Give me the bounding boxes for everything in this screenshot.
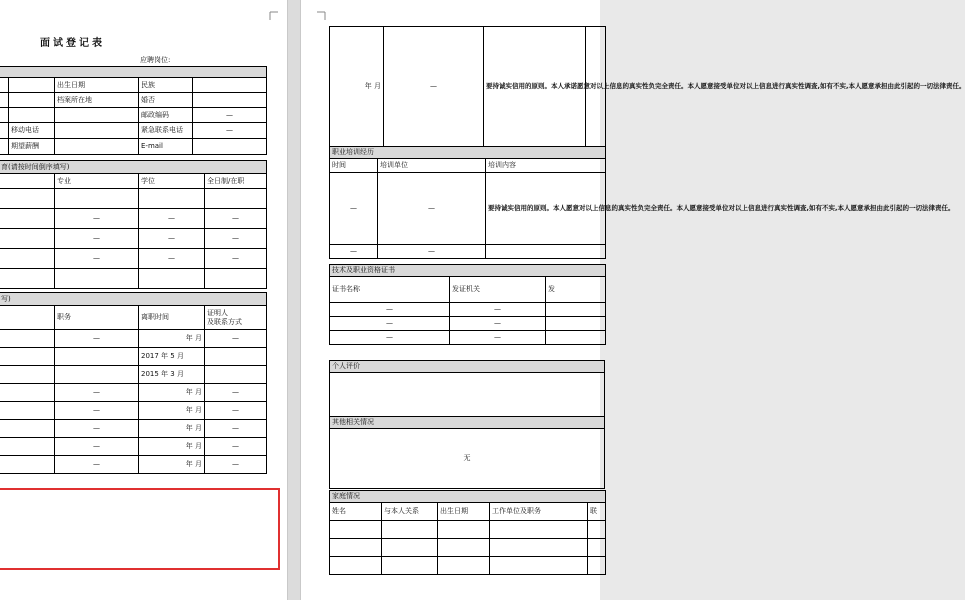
work-cell: —	[205, 420, 267, 438]
date-cell: 年 月	[330, 27, 384, 147]
edu-cell: —	[205, 229, 267, 249]
mobile-label: 移动电话	[9, 123, 55, 139]
work-cell	[205, 348, 267, 366]
birth-date-label: 出生日期	[55, 78, 139, 93]
cert-cell: —	[330, 303, 450, 317]
work-cell: —	[205, 402, 267, 420]
other-info-table	[329, 416, 605, 489]
training-dash: —	[330, 245, 378, 259]
family-header-employer: 工作单位及职务	[490, 503, 588, 521]
education-table	[0, 160, 267, 289]
cert-cell: —	[330, 317, 450, 331]
work-cell: —	[55, 420, 139, 438]
work-cell	[205, 366, 267, 384]
work-cell: —	[205, 330, 267, 348]
other-value: 无	[330, 429, 605, 489]
work-cell	[55, 348, 139, 366]
page-gutter	[288, 0, 300, 600]
cert-header-name: 证书名称	[330, 277, 450, 303]
emergency-dash: —	[193, 123, 267, 139]
work-date: 年 月	[139, 402, 205, 420]
training-section-header: 职业培训经历	[330, 147, 606, 159]
personal-info-table	[0, 66, 267, 155]
ethnicity-label: 民族	[139, 78, 193, 93]
postal-code-label: 邮政编码	[139, 108, 193, 123]
work-cell: —	[55, 456, 139, 474]
other-section-header: 其他相关情况	[330, 417, 605, 429]
work-cell: —	[55, 438, 139, 456]
work-section-header: 写)	[0, 293, 267, 306]
hukou-label: 档案所在地	[55, 93, 139, 108]
selection-highlight-box	[0, 488, 280, 570]
cert-cell: —	[450, 331, 546, 345]
family-header-relation: 与本人关系	[382, 503, 438, 521]
cert-header-partial: 发	[546, 277, 606, 303]
declaration-text: 要持诚实信用的原则。本人承诺愿意对以上信息的真实性负完全责任。本人愿意接受单位对以上信息进行真实性调查,如有不实,本人愿意承担由此引起的一切法律责任。	[484, 27, 586, 147]
family-section-header: 家庭情况	[330, 491, 606, 503]
salary-label: 期望薪酬	[9, 139, 55, 155]
work-date: 年 月	[139, 456, 205, 474]
edu-cell: —	[55, 249, 139, 269]
work-date: 年 月	[139, 420, 205, 438]
certificates-table	[329, 264, 606, 345]
certs-section-header: 技术及职业资格证书	[330, 265, 606, 277]
cert-header-authority: 发证机关	[450, 277, 546, 303]
edu-cell: —	[139, 209, 205, 229]
family-header-birth: 出生日期	[438, 503, 490, 521]
edu-cell: —	[205, 209, 267, 229]
work-date: 2017 年 5 月	[139, 348, 205, 366]
edu-cell: —	[205, 249, 267, 269]
self-evaluation-table	[329, 360, 605, 417]
work-cell	[55, 366, 139, 384]
family-header-partial: 联	[588, 503, 606, 521]
form-title: 面试登记表	[40, 38, 105, 49]
crop-mark-top-left	[317, 12, 325, 20]
personal-section-header	[0, 67, 267, 78]
work-experience-table	[0, 292, 267, 474]
training-dash: —	[378, 245, 486, 259]
family-table	[329, 490, 606, 575]
crop-mark-top-right	[270, 12, 278, 20]
left-document-page	[0, 0, 288, 600]
edu-cell: —	[139, 229, 205, 249]
edu-header-degree: 学位	[139, 174, 205, 189]
work-cell: —	[55, 330, 139, 348]
cert-cell: —	[450, 303, 546, 317]
right-document-page	[300, 0, 965, 600]
marital-label: 婚否	[139, 93, 193, 108]
top-continuation-table	[329, 26, 965, 147]
family-header-name: 姓名	[330, 503, 382, 521]
email-label: E-mail	[139, 139, 193, 155]
cert-cell: —	[330, 331, 450, 345]
edu-header-type: 全日制/在职	[205, 174, 267, 189]
training-text: 要持诚实信用的原则。本人愿意对以上信息的真实性负完全责任。本人愿意接受单位对以上信息进行真实性调查,如有不实,本人愿意承担由此引起的一切法律责任。	[486, 173, 606, 245]
work-header-title: 职务	[55, 306, 139, 330]
emergency-label: 紧急联系电话	[139, 123, 193, 139]
work-date: 2015 年 3 月	[139, 366, 205, 384]
training-header-time: 时间	[330, 159, 378, 173]
self-eval-section-header: 个人评价	[330, 361, 605, 373]
training-dash: —	[378, 173, 486, 245]
dash-cell: —	[384, 27, 484, 147]
work-cell: —	[55, 384, 139, 402]
work-date: 年 月	[139, 330, 205, 348]
training-dash: —	[330, 173, 378, 245]
edu-cell: —	[55, 229, 139, 249]
work-cell: —	[55, 402, 139, 420]
edu-cell: —	[55, 209, 139, 229]
cert-cell: —	[450, 317, 546, 331]
edu-cell: —	[139, 249, 205, 269]
postal-dash: —	[193, 108, 267, 123]
training-table	[329, 146, 955, 259]
work-date: 年 月	[139, 384, 205, 402]
work-header-leave-date: 离职时间	[139, 306, 205, 330]
work-cell: —	[205, 384, 267, 402]
training-header-content: 培训内容	[486, 159, 606, 173]
education-section-header: 育(请按时间倒序填写)	[0, 161, 267, 174]
work-cell: —	[205, 438, 267, 456]
edu-header-major: 专业	[55, 174, 139, 189]
training-header-unit: 培训单位	[378, 159, 486, 173]
work-header-reference: 证明人 及联系方式	[205, 306, 267, 330]
position-applied-label: 应聘岗位:	[140, 56, 171, 64]
work-date: 年 月	[139, 438, 205, 456]
work-cell: —	[205, 456, 267, 474]
